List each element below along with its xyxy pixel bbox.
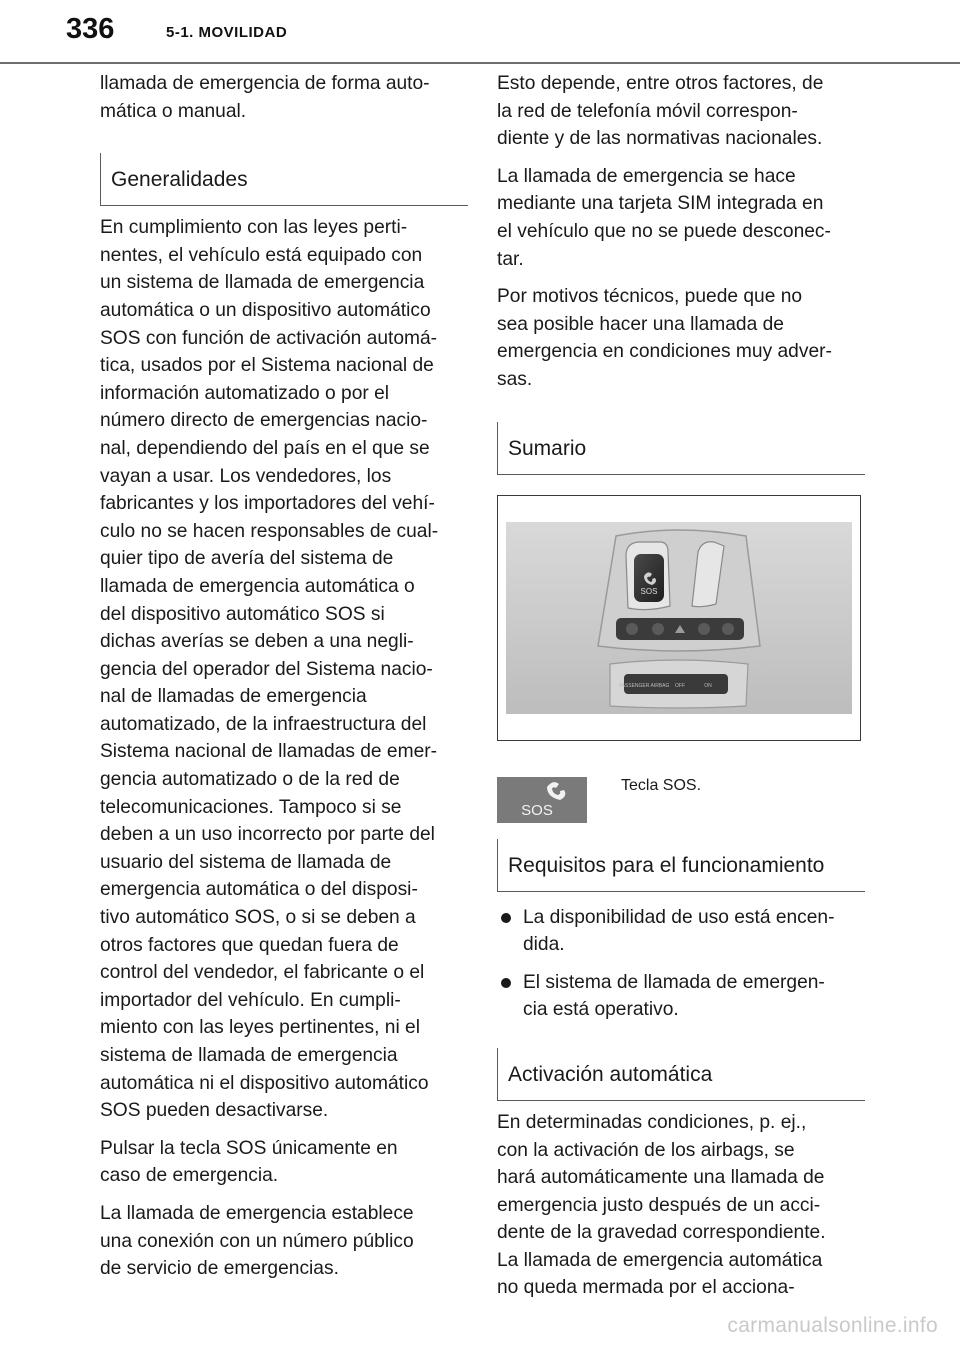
strip-button-2 bbox=[652, 623, 664, 635]
strip-button-1 bbox=[626, 623, 638, 635]
svg-text:SOS: SOS bbox=[521, 801, 553, 819]
section-title: 5-1. MOVILIDAD bbox=[166, 24, 288, 41]
bullet-dot-icon bbox=[501, 913, 511, 923]
technical-paragraph: Por motivos técnicos, puede que no sea posible hacer una llamada de emergencia en condiciones muy adver- sas. bbox=[497, 286, 832, 390]
sim-paragraph: La llamada de emergencia se hace mediante una tarjeta SIM integrada en el vehículo que no se puede desconec- tar. bbox=[497, 165, 831, 270]
connection-paragraph: La llamada de emergencia establece una conexión con un número público de servicio de emergencias. bbox=[100, 1202, 414, 1280]
heading-sumario: Sumario bbox=[497, 422, 865, 475]
strip-button-4 bbox=[722, 623, 734, 635]
heading-generalidades: Generalidades bbox=[100, 153, 468, 206]
overhead-console-illustration bbox=[498, 496, 860, 740]
bullet-dot-icon bbox=[501, 978, 511, 988]
network-paragraph: Esto depende, entre otros factores, de la red de telefonía móvil correspon- diente y de las normativas nacionales. bbox=[497, 73, 824, 150]
right-column bbox=[497, 70, 865, 1312]
requirements-list bbox=[497, 904, 865, 1024]
sos-button-label: SOS bbox=[640, 586, 658, 596]
left-column bbox=[100, 70, 468, 1293]
generalidades-paragraph: En cumplimiento con las leyes perti- nentes, el vehículo está equipado con un sistema de llamada de emergencia automática o un dispositivo automático SOS con función de activación automá- tica, usados por el Sistema nacional de información automatizado o por el número directo de emergencias nacio- nal, dependiendo del país en el que se vayan a usar. Los vendedores, los fabricantes y los importadores del vehí- culo no se hacen responsables de cual- quier tipo de avería del sistema de llamada de emergencia automática o del dispositivo automático SOS si dichas averías se deben a una negli- gencia del operador del Sistema nacio- nal de llamadas de emergencia automatizado, de la infraestructura del Sistema nacional de llamadas de emer- gencia automatizado o de la red de telecomunicaciones. Tampoco si se deben a un uso incorrecto por parte del usuario del sistema de llamada de emergencia automática o del disposi- tivo automático SOS, o si se deben a otros factores que quedan fuera de control del vendedor, el fabricante o el importador del vehículo. En cumpli- miento con las leyes pertinentes, ni el sistema de llamada de emergencia automática ni el dispositivo automático SOS pueden desactivarse. bbox=[100, 217, 439, 1122]
heading-requisitos: Requisitos para el funcionamiento bbox=[497, 839, 865, 892]
list-item: La disponibilidad de uso está encen- dida. bbox=[497, 904, 865, 959]
intro-paragraph: llamada de emergencia de forma auto- mática o manual. bbox=[100, 73, 430, 122]
watermark: carmanualsonline.info bbox=[727, 1314, 938, 1337]
legend-sos bbox=[497, 777, 865, 837]
overhead-console-figure bbox=[497, 495, 861, 741]
strip-button-3 bbox=[698, 623, 710, 635]
panel-text-left: PASSENGER AIRBAG bbox=[618, 682, 670, 689]
sos-key-icon bbox=[497, 777, 587, 823]
sos-usage-paragraph: Pulsar la tecla SOS únicamente en caso de emergencia. bbox=[100, 1137, 398, 1187]
heading-activacion: Activación automática bbox=[497, 1048, 865, 1101]
panel-text-right: ON bbox=[704, 682, 712, 689]
panel-text-mid: OFF bbox=[675, 682, 685, 689]
legend-text: Tecla SOS. bbox=[621, 776, 702, 794]
activation-paragraph: En determinadas condiciones, p. ej., con la activación de los airbags, se hará automáticamente una llamada de emergencia justo después de un acci- dente de la gravedad correspondiente. La llamada de emergencia automática no queda mermada por el acciona- bbox=[497, 1111, 826, 1299]
page-header bbox=[0, 0, 960, 64]
page-number: 336 bbox=[66, 13, 115, 45]
list-item: El sistema de llamada de emergen- cia está operativo. bbox=[497, 969, 865, 1024]
